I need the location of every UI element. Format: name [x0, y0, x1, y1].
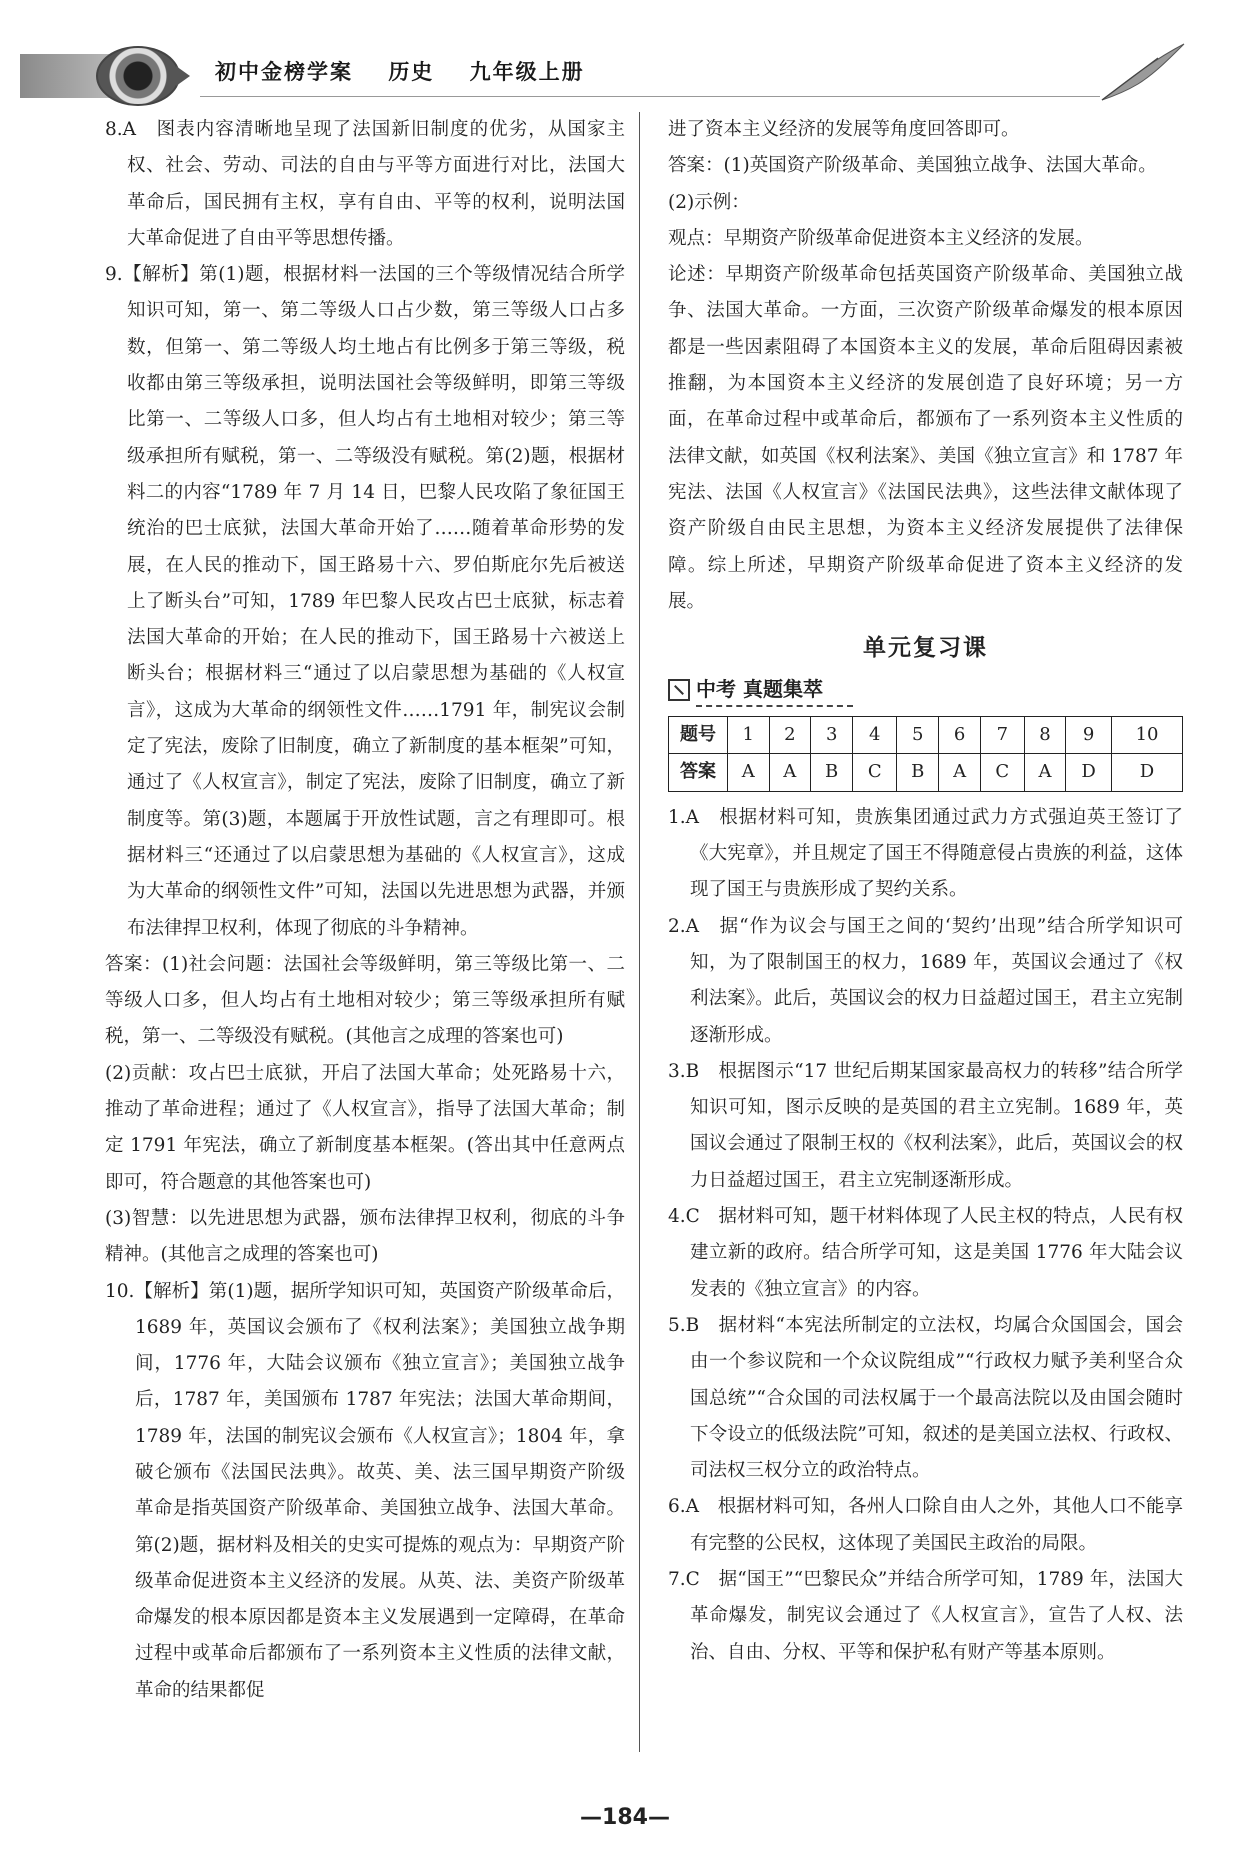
answer-letter: A: [769, 754, 811, 791]
answer-item-10-analysis: 10.【解析】第(1)题，据所学知识可知，英国资产阶级革命后，1689 年，英国议会颁布了《权利法案》；美国独立战争期间，1776 年，大陆会议颁布《独立宣言》；美国独立战争后，1787 年，美国颁布 1787 年宪法；法国大革命期间，1789 年，法国的制宪议会颁布《人权宣言》；1804 年，拿破仑颁布《法国民法典》。故英、美、法三国早期资产阶级革命是指英国资产阶级革命、美国独立战争、法国大革命。第(2)题，据材料及相关的史实可提炼的观点为：早期资产阶级革命促进资本主义经济的发展。从英、法、美资产阶级革命爆发的根本原因都是资本主义发展遇到一定障碍，在革命过程中或革命后都颁布了一系列资本主义性质的法律文献，革命的结果都促: [105, 1280, 625, 1701]
question-number: 10: [1112, 717, 1183, 754]
feather-quill-icon: [1098, 40, 1188, 104]
header-divider: [200, 96, 1100, 97]
question-number: 4: [853, 717, 897, 754]
review-item-1: 1.A 根据材料可知，贵族集团通过武力方式强迫英王签订了《大宪章》，并且规定了国王不得随意侵占贵族的利益，这体现了国王与贵族形成了契约关系。: [668, 806, 1183, 901]
review-item-6: 6.A 根据材料可知，各州人口除自由人之外，其他人口不能享有完整的公民权，这体现了美国民主政治的局限。: [668, 1496, 1183, 1554]
answer-letter: A: [1024, 754, 1066, 791]
review-item-5: 5.B 据材料“本宪法所制定的立法权，均属合众国国会，国会由一个参议院和一个众议院组成”“行政权力赋予美利坚合众国总统”“合众国的司法权属于一个最高法院以及由国会随时下令设立的低级法院”可知，叙述的是美国立法权、行政权、司法权三权分立的政治特点。: [668, 1314, 1183, 1482]
question-number: 9: [1066, 717, 1112, 754]
table-row: [669, 754, 1183, 791]
table-row: [669, 717, 1183, 754]
grade-title: 九年级上册: [469, 60, 585, 84]
question-number: 7: [980, 717, 1024, 754]
left-column: [105, 112, 640, 1752]
answer-item-10-answer-1: 答案：(1)英国资产阶级革命、美国独立战争、法国大革命。: [668, 155, 1157, 177]
answer-item-10-cont: 进了资本主义经济的发展等角度回答即可。: [668, 119, 1020, 140]
arrow-right-icon: [176, 66, 190, 86]
answer-item-9-analysis: 9.【解析】第(1)题，根据材料一法国的三个等级情况结合所学知识可知，第一、第二等级人口占少数，第三等级人口占多数，但第一、第二等级人均土地占有比例多于第三等级，税收都由第三等级承担，说明法国社会等级鲜明，即第三等级比第一、二等级人口多，但人均占有土地相对较少；第三等级承担所有赋税，第一、二等级没有赋税。第(2)题，根据材料二的内容“1789 年 7 月 14 日，巴黎人民攻陷了象征国王统治的巴士底狱，法国大革命开始了……随着革命形势的发展，在人民的推动下，国王路易十六、罗伯斯庇尔先后被送上了断头台”可知，1789 年巴黎人民攻占巴士底狱，标志着法国大革命的开始；在人民的推动下，国王路易十六被送上断头台；根据材料三“通过了以启蒙思想为基础的《人权宣言》，这成为大革命的纲领性文件……1791 年，制宪议会制定了宪法，废除了旧制度，确立了新制度的基本框架”可知，通过了《人权宣言》，制定了宪法，废除了旧制度，确立了新制度等。第(3)题，本题属于开放性试题，言之有理即可。根据材料三“还通过了以启蒙思想为基础的《人权宣言》，这成为大革命的纲领性文件”可知，法国以先进思想为武器，并颁布法律捍卫权利，体现了彻底的斗争精神。: [105, 264, 625, 939]
table-row-label: 答案: [669, 754, 728, 791]
right-column: [668, 112, 1183, 1671]
section-header: [668, 672, 1183, 708]
answer-item-10-viewpoint: 观点：早期资产阶级革命促进资本主义经济的发展。: [668, 227, 1094, 249]
unit-review-title: 单元复习课: [863, 635, 988, 662]
answer-item-8: 8.A 图表内容清晰地呈现了法国新旧制度的优劣，从国家主权、社会、劳动、司法的自由与平等方面进行对比，法国大革命后，国民拥有主权，享有自由、平等的权利，说明法国大革命促进了自由平等思想传播。: [105, 119, 625, 249]
book-title: 初中金榜学案: [215, 60, 353, 84]
answer-letter: B: [811, 754, 853, 791]
review-item-3: 3.B 根据图示“17 世纪后期某国家最高权力的转移”结合所学知识可知，图示反映的是英国的君主立宪制。1689 年，英国议会通过了限制王权的《权利法案》，此后，英国议会的权力日益超过国王，君主立宪制逐渐形成。: [668, 1060, 1183, 1191]
answer-letter: D: [1066, 754, 1112, 791]
answer-item-9-answer-2: (2)贡献：攻占巴士底狱，开启了法国大革命；处死路易十六，推动了革命进程；通过了《人权宣言》，指导了法国大革命；制定 1791 年宪法，确立了新制度基本框架。(答出其中任意两点即可，符合题意的其他答案也可): [105, 1062, 625, 1193]
answer-item-10-argument: 论述：早期资产阶级革命包括英国资产阶级革命、美国独立战争、法国大革命。一方面，三次资产阶级革命爆发的根本原因都是一些因素阻碍了本国资本主义的发展，革命后阻碍因素被推翻，为本国资本主义经济的发展创造了良好环境；另一方面，在革命过程中或革命后，都颁布了一系列资本主义性质的法律文献，如英国《权利法案》、美国《独立宣言》和 1787 年宪法、法国《人权宣言》《法国民法典》，这些法律文献体现了资产阶级自由民主思想，为资本主义经济发展提供了法律保障。综上所述，早期资产阶级革命促进了资本主义经济的发展。: [668, 264, 1183, 612]
table-row-label: 题号: [669, 717, 728, 754]
review-item-7: 7.C 据“国王”“巴黎民众”并结合所学可知，1789 年，法国大革命爆发，制宪议会通过了《人权宣言》，宣告了人权、法治、自由、分权、平等和保护私有财产等基本原则。: [668, 1568, 1183, 1663]
question-number: 5: [897, 717, 939, 754]
question-number: 1: [728, 717, 770, 754]
answer-letter: C: [853, 754, 897, 791]
answer-item-9-answer-3: (3)智慧：以先进思想为武器，颁布法律捍卫权利，彻底的斗争精神。(其他言之成理的答案也可): [105, 1207, 625, 1266]
review-item-2: 2.A 据“作为议会与国王之间的‘契约’出现”结合所学知识可知，为了限制国王的权力，1689 年，英国议会通过了《权利法案》。此后，英国议会的权力日益超过国王，君主立宪制逐渐形成。: [668, 915, 1183, 1046]
answer-table: [668, 716, 1183, 792]
question-number: 8: [1024, 717, 1066, 754]
question-number: 2: [769, 717, 811, 754]
section-checkbox-icon: [668, 679, 690, 701]
answer-item-10-answer-2-label: (2)示例：: [668, 191, 750, 213]
eye-logo-icon: [96, 46, 180, 106]
review-item-4: 4.C 据材料可知，题干材料体现了人民主权的特点，人民有权建立新的政府。结合所学可知，这是美国 1776 年大陆会议发表的《独立宣言》的内容。: [668, 1206, 1183, 1300]
answer-letter: A: [728, 754, 770, 791]
answer-letter: C: [980, 754, 1024, 791]
answer-letter: D: [1112, 754, 1183, 791]
subject-title: 历史: [388, 60, 435, 84]
page-header: [0, 0, 1250, 110]
section-title: 中考 真题集萃: [696, 673, 853, 707]
header-title: [215, 56, 611, 86]
question-number: 3: [811, 717, 853, 754]
answer-letter: A: [939, 754, 981, 791]
question-number: 6: [939, 717, 981, 754]
answer-letter: B: [897, 754, 939, 791]
answer-item-9-answer-1: 答案：(1)社会问题：法国社会等级鲜明，第三等级比第一、二等级人口多，但人均占有土地相对较少；第三等级承担所有赋税，第一、二等级没有赋税。(其他言之成理的答案也可): [105, 953, 625, 1048]
page-number: —184—: [580, 1805, 670, 1830]
